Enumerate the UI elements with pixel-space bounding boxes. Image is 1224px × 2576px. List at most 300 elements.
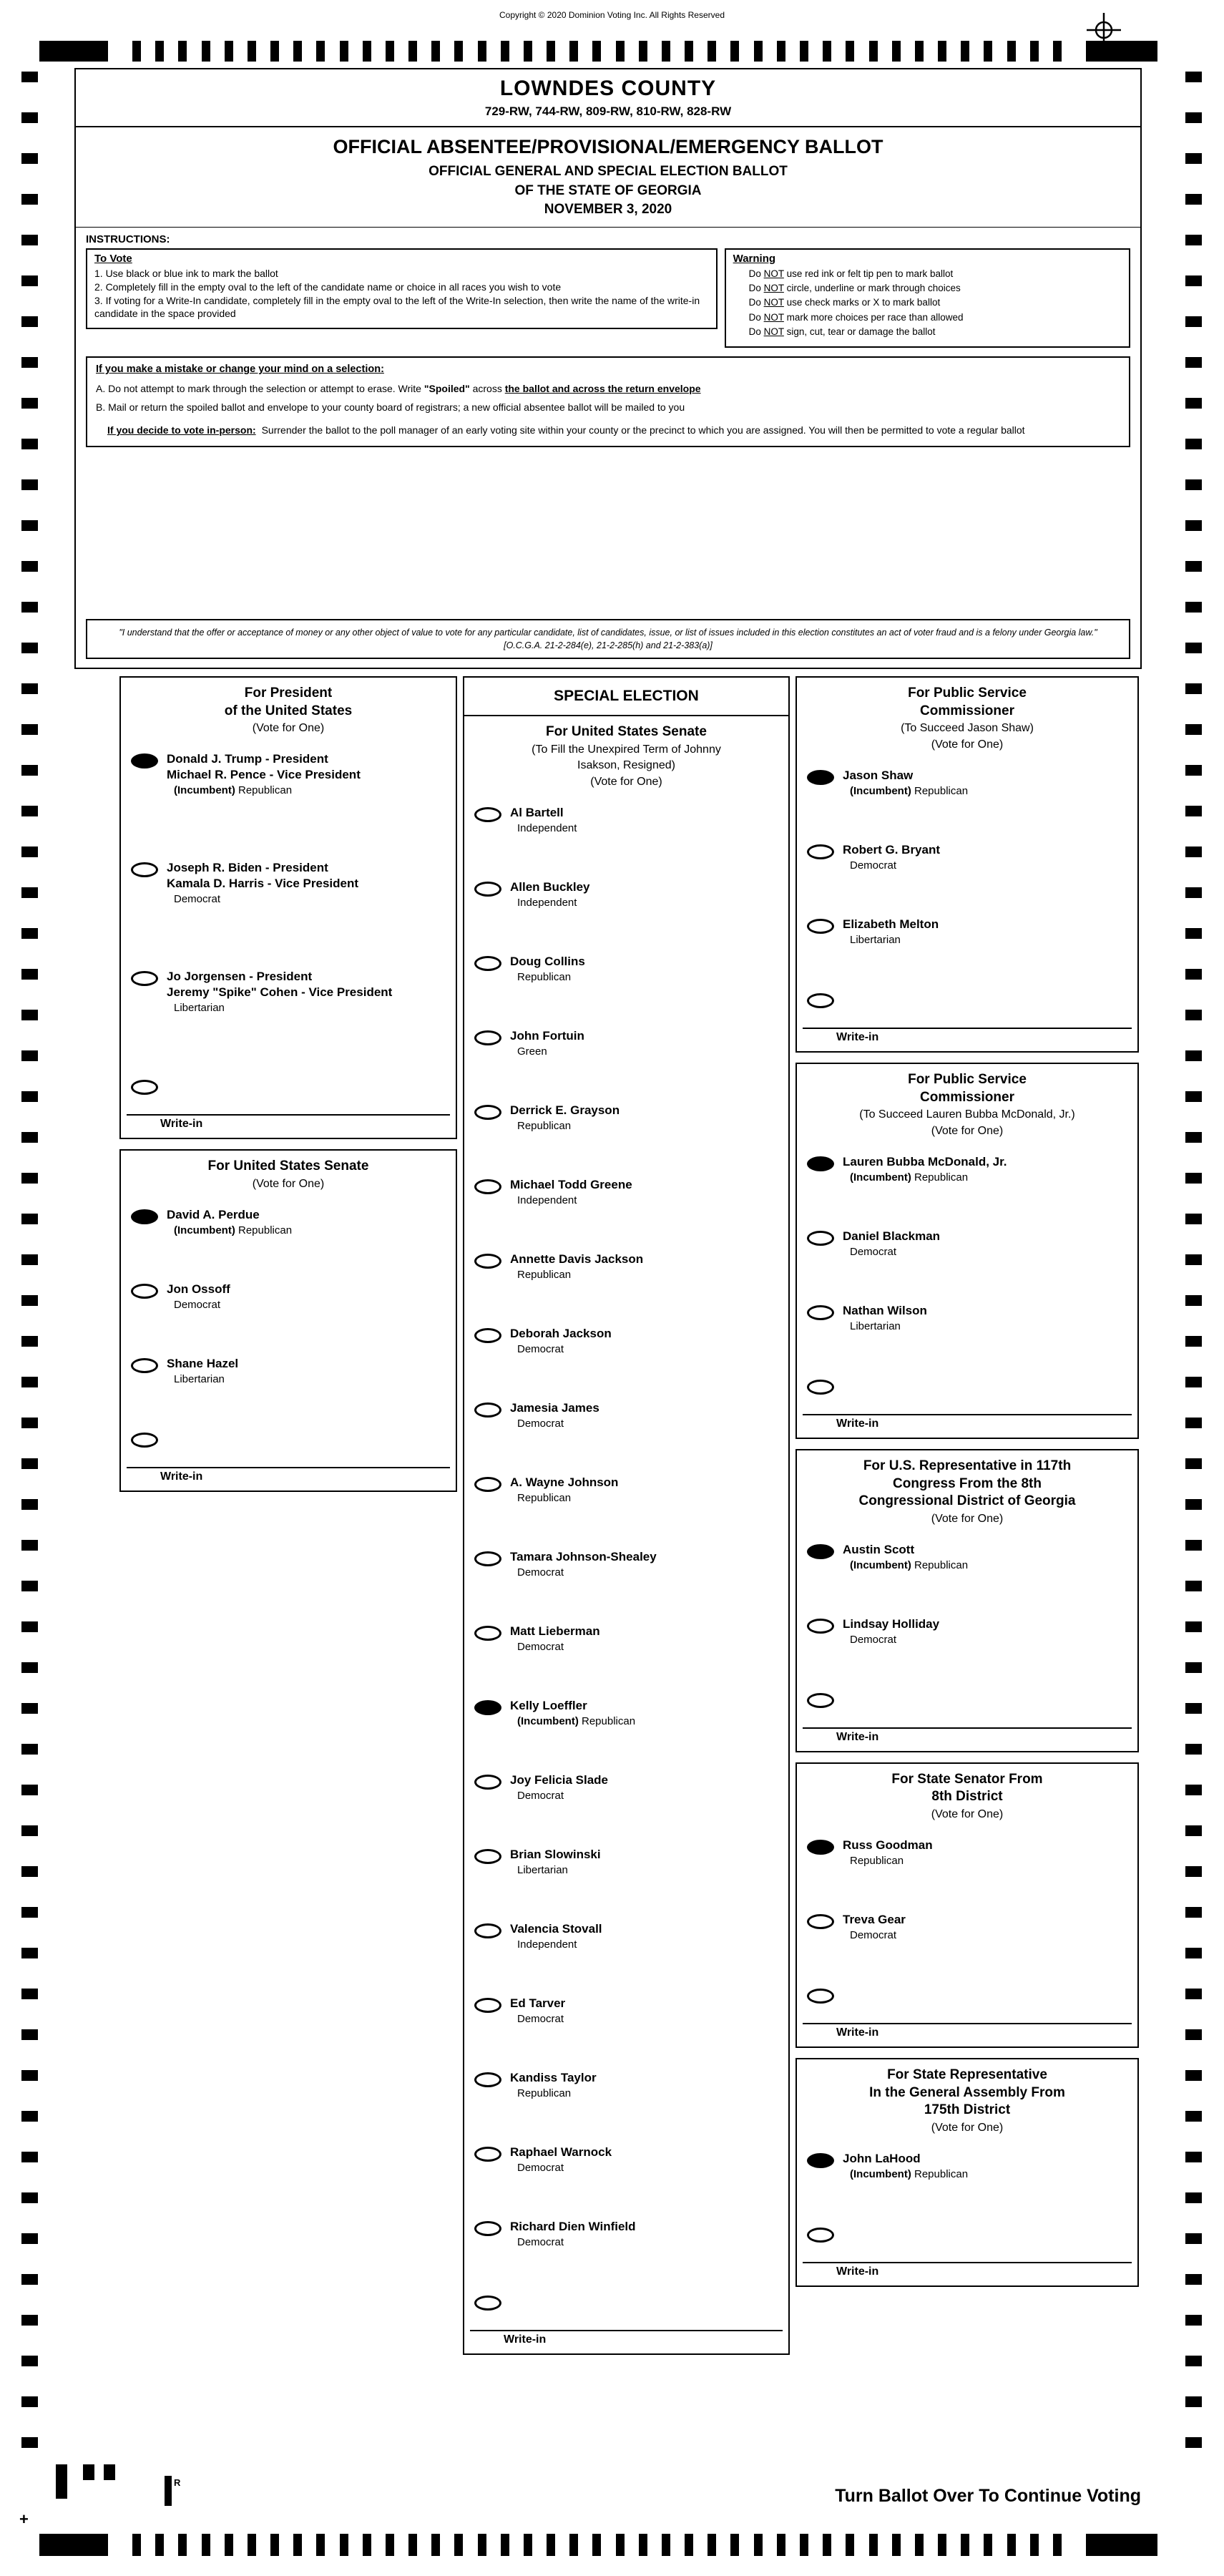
scanner-mark [104, 2464, 115, 2480]
candidate-name: Jason Shaw [843, 768, 914, 782]
timing-block-left [39, 2534, 108, 2556]
empty-oval[interactable] [474, 1179, 501, 1194]
timing-bar [730, 2534, 739, 2556]
bottom-timing-bars [132, 2534, 1062, 2556]
candidate-info [510, 1028, 584, 1058]
empty-oval[interactable] [474, 1998, 501, 2013]
candidate-party: Democrat [517, 1566, 564, 1579]
timing-square [1185, 887, 1202, 898]
timing-square [1185, 1010, 1202, 1020]
empty-oval[interactable] [474, 807, 501, 822]
timing-bar [892, 41, 901, 62]
timing-square [21, 1907, 38, 1918]
candidate-info [510, 1697, 635, 1727]
candidate-row [464, 1172, 788, 1246]
candidate-row [121, 1202, 456, 1277]
election-title [76, 162, 1140, 228]
timing-square [1185, 765, 1202, 776]
warning-item: Do NOT use red ink or felt tip pen to mark ballot [748, 268, 954, 279]
timing-bar [132, 2534, 141, 2556]
timing-square [1185, 2029, 1202, 2040]
candidate-name: Brian Slowinski [510, 1848, 601, 1862]
filled-oval[interactable] [131, 753, 158, 769]
timing-square [1185, 2356, 1202, 2366]
candidate-name: Elizabeth Melton [843, 917, 939, 931]
candidate-info [843, 1302, 927, 1332]
timing-square [21, 969, 38, 980]
candidate-party: (Incumbent) Republican [850, 1558, 969, 1571]
timing-bar [846, 2534, 854, 2556]
timing-bar [915, 41, 924, 62]
timing-square [1185, 969, 1202, 980]
empty-oval[interactable] [474, 1030, 501, 1045]
timing-bar [501, 2534, 509, 2556]
in-person-title: If you decide to vote in-person: [107, 424, 256, 436]
timing-square [21, 1499, 38, 1510]
timing-square [21, 2192, 38, 2203]
write-in-label: Write-in [836, 1417, 879, 1430]
empty-oval[interactable] [131, 971, 158, 986]
timing-square [21, 1948, 38, 1958]
write-in-oval[interactable] [131, 1080, 158, 1095]
write-in-oval-row [121, 1425, 456, 1467]
write-in-oval[interactable] [807, 993, 834, 1008]
warning-item: Do NOT mark more choices per race than allowed [748, 311, 964, 323]
write-in-oval[interactable] [474, 2296, 501, 2311]
timing-bar [662, 2534, 670, 2556]
candidate-row [797, 1611, 1137, 1686]
race-title-line: For United States Senate [546, 724, 707, 739]
filled-oval[interactable] [807, 770, 834, 785]
timing-bar [777, 2534, 785, 2556]
timing-bar [984, 41, 992, 62]
candidate-info [843, 1837, 933, 1867]
precinct-list: 729-RW, 744-RW, 809-RW, 810-RW, 828-RW [484, 104, 732, 118]
timing-bar [132, 41, 141, 62]
to-vote-item: 1. Use black or blue ink to mark the ballot [94, 267, 278, 279]
timing-square [21, 112, 38, 123]
timing-square [21, 479, 38, 490]
timing-bar [569, 2534, 578, 2556]
mistake-items [96, 382, 1120, 414]
candidate-party: Democrat [517, 1343, 564, 1356]
timing-square [21, 724, 38, 735]
timing-square [21, 602, 38, 613]
candidate-row [121, 964, 456, 1073]
candidate-row [464, 1023, 788, 1098]
race-subtitle-line: (To Succeed Lauren Bubba McDonald, Jr.) [859, 1108, 1075, 1121]
empty-oval[interactable] [474, 1254, 501, 1269]
ballot-page [74, 68, 1142, 2365]
candidate-name: Russ Goodman [843, 1838, 933, 1852]
timing-square [21, 1621, 38, 1632]
candidate-row [464, 1321, 788, 1395]
timing-bar [225, 2534, 233, 2556]
candidate-row [797, 1833, 1137, 1907]
candidate-row [464, 949, 788, 1023]
candidate-name: Richard Dien Winfield [510, 2220, 636, 2234]
candidate-info [510, 1325, 612, 1355]
election-date: NOVEMBER 3, 2020 [544, 202, 672, 218]
timing-square [1185, 1214, 1202, 1224]
timing-square [21, 398, 38, 409]
empty-oval[interactable] [474, 2072, 501, 2087]
timing-square [21, 1662, 38, 1673]
candidate-party: Independent [517, 1938, 577, 1951]
write-in-oval[interactable] [131, 1433, 158, 1448]
timing-square [1185, 1132, 1202, 1143]
candidate-row [797, 763, 1137, 837]
empty-oval[interactable] [474, 1477, 501, 1492]
write-in-oval-row [121, 1073, 456, 1114]
timing-square [21, 520, 38, 531]
timing-bar [155, 41, 164, 62]
candidate-row [464, 1693, 788, 1767]
candidate-row [464, 2214, 788, 2288]
filled-oval[interactable] [807, 1156, 834, 1171]
race-subtitle-line: Isakson, Resigned) [577, 759, 675, 772]
candidate-name: Donald J. Trump - President [167, 752, 328, 766]
write-in-oval[interactable] [807, 1380, 834, 1395]
timing-square [1185, 1662, 1202, 1673]
ballot-columns [119, 676, 1142, 2365]
timing-bar [1007, 2534, 1016, 2556]
timing-square [1185, 2315, 1202, 2326]
timing-square [1185, 479, 1202, 490]
candidate-name: Ed Tarver [510, 1996, 566, 2011]
timing-square [1185, 1458, 1202, 1469]
write-in-label: Write-in [836, 2265, 879, 2278]
empty-oval[interactable] [807, 1305, 834, 1320]
to-vote-box [86, 248, 718, 330]
timing-bar [984, 2534, 992, 2556]
race-subtitle-line: (Vote for One) [931, 738, 1004, 751]
candidate-party: Democrat [174, 1298, 221, 1311]
race-title-line: Congressional District of Georgia [858, 1493, 1076, 1509]
candidate-party: Libertarian [517, 1864, 568, 1877]
timing-square [1185, 847, 1202, 857]
timing-square [21, 1703, 38, 1714]
scanner-mark [83, 2464, 94, 2480]
timing-square [1185, 1581, 1202, 1591]
timing-bar [202, 41, 210, 62]
empty-oval[interactable] [474, 1626, 501, 1641]
filled-oval[interactable] [131, 1209, 158, 1224]
timing-square [21, 235, 38, 245]
timing-square [1185, 72, 1202, 82]
timing-bar [1030, 2534, 1039, 2556]
timing-square [1185, 398, 1202, 409]
candidate-party: Democrat [850, 1246, 897, 1259]
instructions-section [76, 228, 1140, 447]
candidate-name: Tamara Johnson-Shealey [510, 1550, 657, 1564]
candidate-row [121, 855, 456, 964]
candidate-row [121, 1277, 456, 1351]
empty-oval[interactable] [474, 1551, 501, 1566]
write-in-label: Write-in [836, 1730, 879, 1743]
race-subtitle-line: (Vote for One) [252, 1177, 325, 1190]
timing-bar [155, 2534, 164, 2556]
candidate-party: Independent [517, 1194, 577, 1207]
race-header [121, 1151, 456, 1201]
timing-square [21, 194, 38, 205]
race-header [797, 2059, 1137, 2146]
candidate-party: (Incumbent) Republican [850, 1171, 969, 1184]
candidate-info [167, 968, 392, 1014]
race-title-line: of the United States [224, 703, 353, 718]
timing-bar [248, 2534, 256, 2556]
race-header [797, 1764, 1137, 1833]
empty-oval[interactable] [474, 2221, 501, 2236]
candidate-info [510, 804, 577, 834]
race-title-line: For United States Senate [207, 1158, 369, 1174]
timing-bar [708, 41, 716, 62]
write-in-oval-row [797, 1981, 1137, 2023]
empty-oval[interactable] [807, 1619, 834, 1634]
candidate-row [464, 874, 788, 949]
candidate-row [121, 1351, 456, 1425]
write-in-oval[interactable] [807, 1989, 834, 2004]
timing-square [21, 1785, 38, 1795]
timing-square [21, 275, 38, 286]
timing-square [21, 806, 38, 816]
timing-square [1185, 2274, 1202, 2285]
race-for-united-states-senate [119, 1149, 457, 1491]
write-in-oval-row [797, 1372, 1137, 1414]
candidate-info [510, 1251, 643, 1281]
candidate-name: Michael R. Pence - Vice President [167, 768, 361, 782]
timing-square [1185, 1418, 1202, 1428]
timing-square [1185, 235, 1202, 245]
timing-square [21, 2070, 38, 2081]
timing-square [21, 2152, 38, 2162]
write-in-oval[interactable] [807, 2228, 834, 2243]
timing-square [21, 1336, 38, 1347]
timing-block-right [1086, 41, 1157, 62]
mistake-title: If you make a mistake or change your mind on a selection: [96, 364, 384, 376]
timing-bar [202, 2534, 210, 2556]
timing-bar [408, 41, 417, 62]
candidate-name: David A. Perdue [167, 1207, 260, 1221]
timing-bar [431, 41, 440, 62]
candidate-party: Democrat [517, 1418, 564, 1430]
timing-square [21, 847, 38, 857]
ballot-type-title: OFFICIAL ABSENTEE/PROVISIONAL/EMERGENCY BALLOT [333, 136, 883, 157]
timing-bar [592, 2534, 601, 2556]
candidate-row [464, 1991, 788, 2065]
candidate-party: Libertarian [174, 1372, 225, 1385]
empty-oval[interactable] [474, 956, 501, 971]
candidate-info [510, 1474, 618, 1504]
timing-bar [800, 2534, 808, 2556]
timing-square [1185, 520, 1202, 531]
race-title-line: For U.S. Representative in 117th [863, 1458, 1072, 1473]
warning-item: Do NOT sign, cut, tear or damage the ballot [748, 326, 936, 337]
candidate-row [797, 2146, 1137, 2220]
candidate-name: Allen Buckley [510, 880, 590, 894]
timing-square [1185, 1377, 1202, 1387]
race-title-line: For State Representative [887, 2067, 1047, 2082]
candidate-row [797, 1149, 1137, 1224]
candidate-info [843, 1616, 939, 1646]
empty-oval[interactable] [807, 919, 834, 934]
ballot-column-3 [795, 676, 1139, 2297]
timing-bar [938, 41, 946, 62]
race-title-line: Commissioner [920, 703, 1014, 718]
race-for-state-senator-from-8th-district [795, 1762, 1139, 2048]
race-header [797, 1450, 1137, 1537]
empty-oval[interactable] [807, 844, 834, 859]
candidate-name: John Fortuin [510, 1029, 584, 1043]
timing-square [21, 1050, 38, 1061]
timing-square [21, 2437, 38, 2448]
scanner-mark [56, 2464, 67, 2499]
candidate-info [843, 1228, 940, 1258]
candidate-party: (Incumbent) Republican [174, 784, 293, 797]
race-subtitle-line: (Vote for One) [590, 776, 662, 789]
timing-bar [685, 2534, 693, 2556]
timing-square [1185, 1050, 1202, 1061]
timing-bar [961, 2534, 969, 2556]
ballot-column-2 [463, 676, 790, 2365]
timing-square [1185, 683, 1202, 694]
candidate-party: Democrat [174, 893, 221, 906]
timing-square [21, 1866, 38, 1877]
write-in-label: Write-in [836, 2026, 879, 2039]
filled-oval[interactable] [474, 1700, 501, 1715]
candidate-name: Joseph R. Biden - President [167, 861, 328, 875]
timing-bar [316, 41, 325, 62]
timing-square [1185, 928, 1202, 939]
empty-oval[interactable] [474, 1402, 501, 1418]
timing-bar [524, 2534, 532, 2556]
empty-oval[interactable] [474, 1775, 501, 1790]
to-vote-item: 2. Completely fill in the empty oval to the left of the candidate name or choice in all races you wish to vote [94, 280, 562, 293]
timing-bar [938, 2534, 946, 2556]
timing-square [1185, 1173, 1202, 1184]
race-header [121, 678, 456, 746]
r-mark: R [174, 2477, 181, 2488]
warning-box [725, 248, 1130, 348]
candidate-party: (Incumbent) Republican [850, 785, 969, 798]
candidate-row [464, 1916, 788, 1991]
candidate-info [843, 2150, 968, 2180]
candidate-party: Democrat [517, 1790, 564, 1802]
candidate-info [510, 2218, 636, 2248]
empty-oval[interactable] [807, 1231, 834, 1246]
empty-oval[interactable] [474, 1105, 501, 1120]
timing-square [1185, 1336, 1202, 1347]
timing-square [21, 1254, 38, 1265]
race-for-state-representative-in-the-general-assembly-from-175th-district [795, 2058, 1139, 2287]
candidate-party: Republican [517, 1269, 572, 1282]
registration-plus-mark: + [19, 2510, 29, 2528]
timing-square [21, 561, 38, 572]
candidate-row [797, 1907, 1137, 1981]
empty-oval[interactable] [474, 1923, 501, 1938]
timing-bar [478, 41, 486, 62]
empty-oval[interactable] [131, 1358, 158, 1373]
candidate-name: Deborah Jackson [510, 1327, 612, 1341]
instructions-label: INSTRUCTIONS: [86, 233, 170, 245]
timing-bar [777, 41, 785, 62]
race-title-line: 175th District [924, 2102, 1011, 2118]
empty-oval[interactable] [474, 2147, 501, 2162]
timing-square [1185, 1499, 1202, 1510]
write-in-oval[interactable] [807, 1693, 834, 1708]
timing-square [21, 1458, 38, 1469]
candidate-info [843, 1153, 1007, 1184]
timing-square [1185, 806, 1202, 816]
in-person-paragraph [96, 423, 1120, 437]
timing-square [1185, 112, 1202, 123]
candidate-row [797, 912, 1137, 986]
race-subtitle-line: (To Succeed Jason Shaw) [901, 722, 1034, 735]
warning-title: Warning [733, 252, 776, 265]
candidate-info [167, 751, 361, 796]
in-person-text: Surrender the ballot to the poll manager of an early voting site within your county or the precinct to which you are assigned. You will then be permitted to vote a regular ballot [261, 424, 1025, 436]
candidate-party: Democrat [850, 1633, 897, 1646]
timing-bar [1053, 41, 1062, 62]
filled-oval[interactable] [807, 1544, 834, 1559]
candidate-name: Matt Lieberman [510, 1624, 600, 1639]
candidate-row [464, 1767, 788, 1842]
candidate-name: Doug Collins [510, 955, 585, 969]
candidate-party: Independent [517, 822, 577, 835]
county-header [76, 69, 1140, 127]
candidate-row [797, 1224, 1137, 1298]
candidate-info [510, 1921, 602, 1951]
timing-square [21, 1173, 38, 1184]
candidate-row [797, 837, 1137, 912]
timing-square [21, 316, 38, 327]
filled-oval[interactable] [807, 1840, 834, 1855]
left-timing-column [21, 72, 38, 2448]
timing-square [1185, 643, 1202, 653]
filled-oval[interactable] [807, 2153, 834, 2168]
timing-square [21, 887, 38, 898]
timing-square [21, 2356, 38, 2366]
candidate-party: Democrat [850, 859, 897, 872]
empty-oval[interactable] [474, 1849, 501, 1864]
candidate-name: Jeremy "Spike" Cohen - Vice President [167, 985, 393, 1000]
timing-bar [708, 2534, 716, 2556]
candidate-info [510, 2144, 612, 2174]
timing-square [1185, 153, 1202, 164]
timing-bar [754, 2534, 763, 2556]
empty-oval[interactable] [474, 1328, 501, 1343]
empty-oval[interactable] [131, 862, 158, 877]
candidate-name: Lauren Bubba McDonald, Jr. [843, 1154, 1007, 1169]
timing-square [1185, 561, 1202, 572]
empty-oval[interactable] [474, 882, 501, 897]
timing-bar [248, 41, 256, 62]
empty-oval[interactable] [131, 1284, 158, 1299]
special-election-banner: SPECIAL ELECTION [464, 678, 788, 716]
candidate-party: (Incumbent) Republican [174, 1224, 293, 1236]
county-name: LOWNDES COUNTY [499, 77, 717, 100]
empty-oval[interactable] [807, 1914, 834, 1929]
candidate-info [510, 1772, 608, 1802]
write-in-label: Write-in [160, 1470, 203, 1483]
race-header [797, 678, 1137, 763]
candidate-party: Democrat [517, 2013, 564, 2026]
timing-square [1185, 2192, 1202, 2203]
candidate-row [464, 1544, 788, 1619]
timing-square [21, 2315, 38, 2326]
candidate-name: Jamesia James [510, 1401, 599, 1415]
race-subtitle-line: (Vote for One) [931, 1808, 1004, 1821]
